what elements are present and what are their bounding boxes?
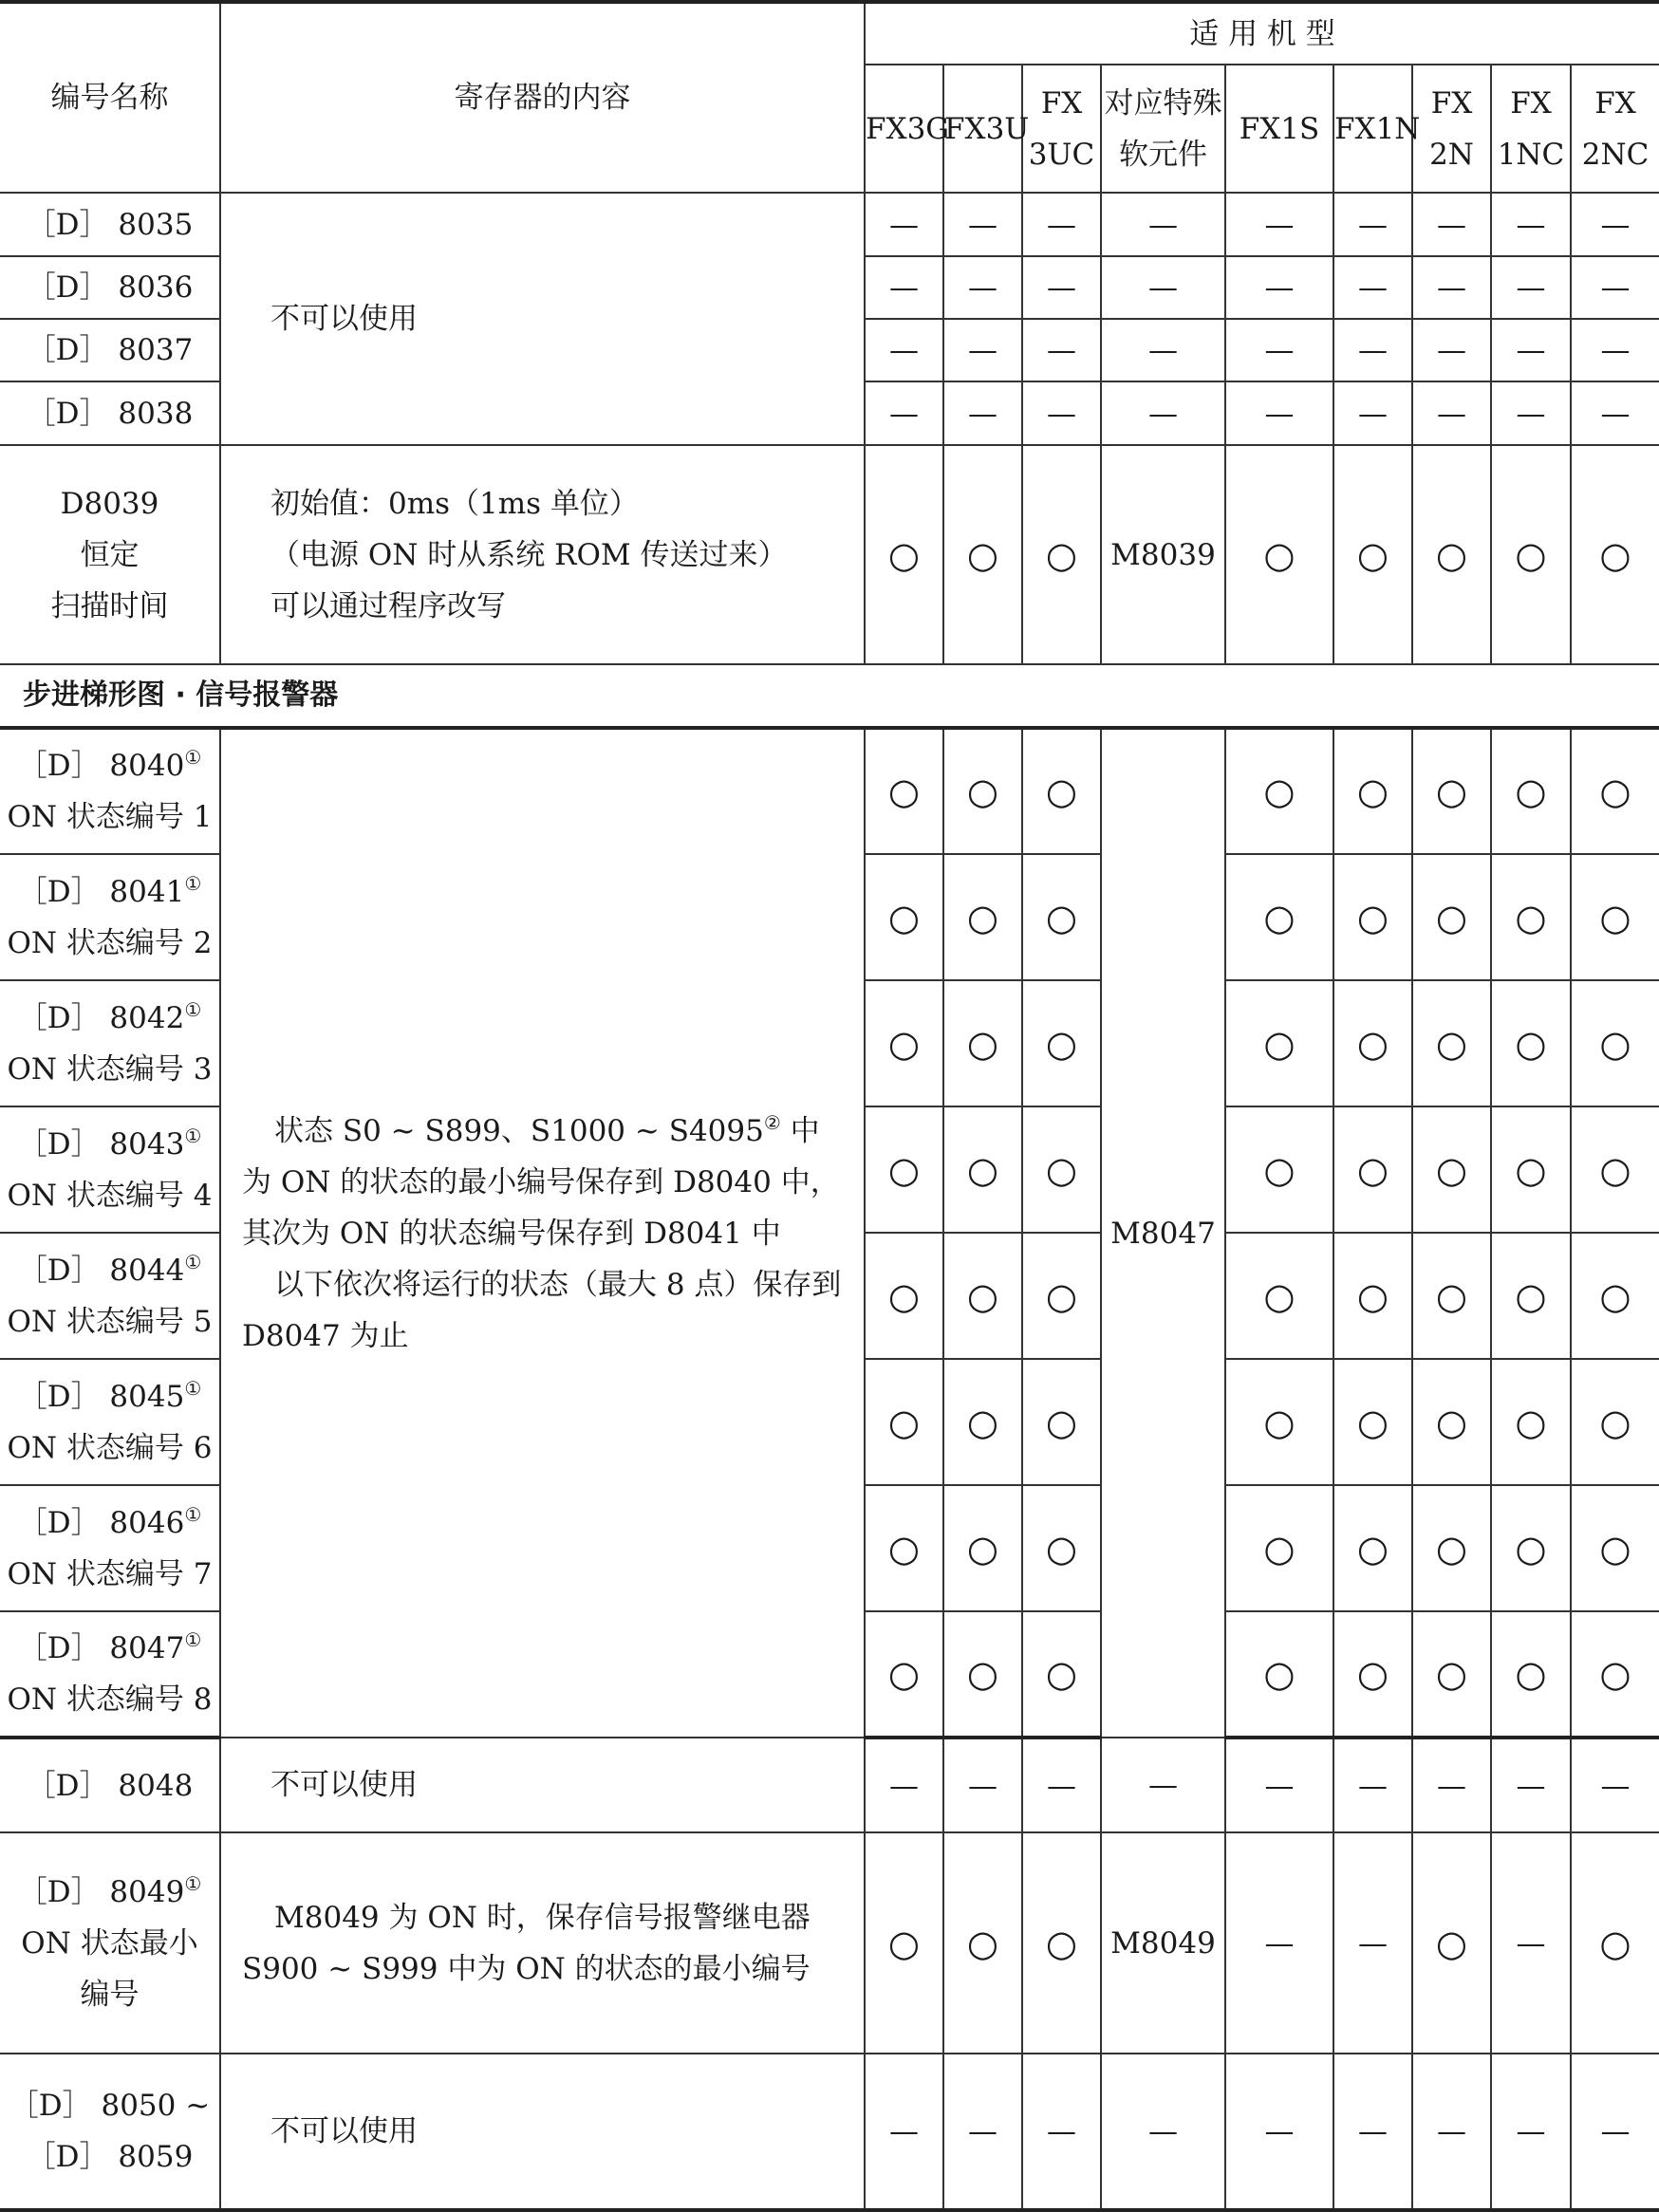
mark-cell: ○ bbox=[943, 1611, 1022, 1738]
not-applicable-cell: — bbox=[865, 2054, 943, 2210]
header-model-line1: FX1S bbox=[1239, 111, 1320, 146]
mark-cell: ○ bbox=[1491, 854, 1571, 980]
header-model-line1: FX3G bbox=[866, 111, 950, 146]
name-line: 编号 bbox=[80, 1977, 140, 2012]
mark-cell: ○ bbox=[1412, 980, 1491, 1106]
not-applicable-cell: — bbox=[1412, 256, 1491, 319]
mark-cell: ○ bbox=[1333, 854, 1412, 980]
name-line: ［D］ 8049 bbox=[17, 1874, 185, 1909]
content-text: 状态 S0 ~ S899、S1000 ~ S4095 bbox=[274, 1113, 764, 1148]
mark-cell: ○ bbox=[865, 1359, 943, 1485]
name-line: ［D］ 8044 bbox=[17, 1253, 185, 1288]
mark-cell: ○ bbox=[1491, 445, 1571, 664]
name-line: ON 状态编号 1 bbox=[7, 800, 213, 834]
name-line: ON 状态编号 7 bbox=[7, 1556, 213, 1591]
name-line: ON 状态编号 2 bbox=[7, 925, 213, 960]
mark-cell: ○ bbox=[1412, 1359, 1491, 1485]
header-model-line1: FX bbox=[1430, 85, 1473, 121]
not-applicable-cell: — bbox=[1101, 319, 1225, 381]
row-name-step bbox=[0, 1611, 220, 1738]
mark-cell: ○ bbox=[1022, 1611, 1101, 1738]
not-applicable-cell: — bbox=[1333, 193, 1412, 256]
footnote-mark: ① bbox=[184, 1124, 202, 1147]
not-applicable-cell: — bbox=[1571, 193, 1659, 256]
mark-cell: ○ bbox=[1333, 1233, 1412, 1359]
not-applicable-cell: — bbox=[1225, 193, 1333, 256]
name-line: ［D］ 8059 bbox=[26, 2140, 194, 2174]
row-name-8048: ［D］ 8048 bbox=[0, 1738, 220, 1832]
name-line: ［D］ 8042 bbox=[17, 1000, 185, 1035]
footnote-mark: ① bbox=[184, 1250, 202, 1273]
not-applicable-cell: — bbox=[1412, 2054, 1491, 2210]
name-line: ON 状态编号 8 bbox=[7, 1682, 213, 1717]
mark-cell: ○ bbox=[1333, 1359, 1412, 1485]
mark-cell: — bbox=[1333, 1832, 1412, 2054]
mark-cell: ○ bbox=[1571, 1485, 1659, 1611]
mark-cell: ○ bbox=[1412, 1611, 1491, 1738]
not-applicable-cell: — bbox=[1022, 1738, 1101, 1832]
row-name-step bbox=[0, 1359, 220, 1485]
footnote-mark: ① bbox=[184, 1376, 202, 1400]
mark-cell: ○ bbox=[1571, 1359, 1659, 1485]
mark-cell: ○ bbox=[1333, 728, 1412, 854]
content-paragraph: 以下依次将运行的状态（最大 8 点）保存到 D8047 为止 bbox=[242, 1267, 842, 1353]
mark-cell: ○ bbox=[865, 445, 943, 664]
mark-cell: ○ bbox=[1022, 1106, 1101, 1233]
footnote-mark: ① bbox=[184, 746, 202, 769]
header-model bbox=[1571, 65, 1659, 193]
not-applicable-cell: — bbox=[943, 319, 1022, 381]
mark-cell: ○ bbox=[943, 1233, 1022, 1359]
not-applicable-cell: — bbox=[1491, 2054, 1571, 2210]
mark-cell: ○ bbox=[943, 445, 1022, 664]
mark-cell: ○ bbox=[1225, 728, 1333, 854]
row-name-8036: ［D］ 8036 bbox=[0, 256, 220, 319]
not-applicable-cell: — bbox=[1022, 2054, 1101, 2210]
not-applicable-cell: — bbox=[1491, 256, 1571, 319]
content-line: 可以通过程序改写 bbox=[270, 588, 506, 623]
not-applicable-cell: — bbox=[865, 381, 943, 445]
mark-cell: ○ bbox=[1225, 980, 1333, 1106]
not-applicable-cell: — bbox=[865, 256, 943, 319]
mark-cell: ○ bbox=[1412, 1233, 1491, 1359]
mark-cell: ○ bbox=[943, 854, 1022, 980]
row-name-8038: ［D］ 8038 bbox=[0, 381, 220, 445]
mark-cell: ○ bbox=[1225, 1359, 1333, 1485]
mark-cell: ○ bbox=[1491, 1106, 1571, 1233]
header-models-group: 适 用 机 型 bbox=[865, 2, 1659, 65]
mark-cell: ○ bbox=[1491, 1359, 1571, 1485]
special-device-cell: M8049 bbox=[1101, 1832, 1225, 2054]
header-model bbox=[943, 65, 1030, 193]
mark-cell: ○ bbox=[943, 1485, 1022, 1611]
header-model bbox=[1225, 65, 1333, 193]
not-applicable-cell: — bbox=[865, 193, 943, 256]
not-applicable-cell: — bbox=[1333, 381, 1412, 445]
mark-cell: ○ bbox=[1491, 1611, 1571, 1738]
not-applicable-cell: — bbox=[1333, 1738, 1412, 1832]
not-applicable-cell: — bbox=[1491, 1738, 1571, 1832]
name-line: ［D］ 8040 bbox=[17, 749, 185, 783]
not-applicable-cell: — bbox=[1333, 256, 1412, 319]
mark-cell: ○ bbox=[943, 980, 1022, 1106]
mark-cell: ○ bbox=[1225, 854, 1333, 980]
mark-cell: ○ bbox=[1491, 728, 1571, 854]
header-model-line2: 3UC bbox=[1028, 137, 1095, 172]
mark-cell: ○ bbox=[1333, 1485, 1412, 1611]
header-model bbox=[1412, 65, 1491, 193]
header-model-line1: FX bbox=[1594, 85, 1636, 121]
mark-cell: ○ bbox=[1225, 1106, 1333, 1233]
mark-cell: ○ bbox=[865, 1832, 943, 2054]
mark-cell: ○ bbox=[1022, 854, 1101, 980]
name-line: ON 状态编号 4 bbox=[7, 1178, 213, 1213]
not-applicable-cell: — bbox=[1022, 319, 1101, 381]
mark-cell: ○ bbox=[1412, 728, 1491, 854]
name-line: ［D］ 8043 bbox=[17, 1126, 185, 1162]
header-model-line1: FX3U bbox=[944, 111, 1030, 146]
mark-cell: ○ bbox=[1022, 1485, 1101, 1611]
header-model-line2: 2N bbox=[1429, 137, 1474, 172]
row-content-8048: 不可以使用 bbox=[220, 1738, 865, 1832]
name-line: ON 状态最小 bbox=[21, 1925, 198, 1961]
mark-cell: ○ bbox=[865, 1611, 943, 1738]
row-name-step bbox=[0, 854, 220, 980]
mark-cell: ○ bbox=[1571, 445, 1659, 664]
mark-cell: ○ bbox=[865, 980, 943, 1106]
header-model-line1: FX1N bbox=[1334, 111, 1421, 146]
header-model-line2: 1NC bbox=[1497, 137, 1565, 172]
not-applicable-cell: — bbox=[865, 1738, 943, 1832]
mark-cell: ○ bbox=[865, 854, 943, 980]
mark-cell: ○ bbox=[943, 1106, 1022, 1233]
mark-cell: ○ bbox=[1571, 980, 1659, 1106]
mark-cell: ○ bbox=[1333, 1106, 1412, 1233]
not-applicable-cell: — bbox=[1225, 256, 1333, 319]
footnote-mark: ① bbox=[184, 1628, 202, 1651]
mark-cell: ○ bbox=[1333, 445, 1412, 664]
mark-cell: ○ bbox=[1022, 1359, 1101, 1485]
mark-cell: ○ bbox=[1571, 1832, 1659, 2054]
header-name: 编号名称 bbox=[0, 2, 220, 193]
header-model bbox=[865, 65, 950, 193]
name-line: ［D］ 8041 bbox=[17, 874, 185, 909]
not-applicable-cell: — bbox=[1101, 1738, 1225, 1832]
row-name-step bbox=[0, 1485, 220, 1611]
mark-cell: ○ bbox=[1491, 1485, 1571, 1611]
footnote-mark: ① bbox=[184, 1502, 202, 1526]
name-line: ［D］ 8046 bbox=[17, 1505, 185, 1540]
name-line: ON 状态编号 3 bbox=[7, 1051, 213, 1087]
not-applicable-cell: — bbox=[1225, 381, 1333, 445]
not-applicable-cell: — bbox=[1333, 319, 1412, 381]
footnote-mark: ① bbox=[184, 997, 202, 1021]
mark-cell: ○ bbox=[943, 1832, 1022, 2054]
section-title: 步进梯形图 · 信号报警器 bbox=[0, 664, 1659, 728]
not-applicable-cell: — bbox=[1412, 381, 1491, 445]
header-model-line2: 软元件 bbox=[1119, 137, 1207, 172]
not-applicable-cell: — bbox=[1022, 381, 1101, 445]
row-name-8050-8059 bbox=[0, 2054, 220, 2210]
not-applicable-cell: — bbox=[1491, 319, 1571, 381]
not-applicable-cell: — bbox=[1491, 193, 1571, 256]
special-device-cell: M8047 bbox=[1101, 728, 1225, 1738]
content-paragraph bbox=[242, 1106, 845, 1259]
mark-cell: ○ bbox=[1571, 728, 1659, 854]
mark-cell: ○ bbox=[1412, 854, 1491, 980]
mark-cell: ○ bbox=[1571, 1106, 1659, 1233]
name-line: D8039 bbox=[60, 486, 159, 521]
not-applicable-cell: — bbox=[943, 193, 1022, 256]
mark-cell: ○ bbox=[1022, 445, 1101, 664]
mark-cell: ○ bbox=[943, 1359, 1022, 1485]
footnote-mark: ① bbox=[184, 1871, 202, 1895]
content-line: 初始值：0ms（1ms 单位） bbox=[270, 486, 639, 521]
not-applicable-cell: — bbox=[1571, 256, 1659, 319]
row-name-step bbox=[0, 1233, 220, 1359]
name-line: 扫描时间 bbox=[50, 588, 169, 623]
content-paragraph: M8049 为 ON 时，保存信号报警继电器 S900 ~ S999 中为 ON 的状态的最小编号 bbox=[242, 1900, 811, 1986]
mark-cell: ○ bbox=[1491, 1233, 1571, 1359]
mark-cell: ○ bbox=[865, 1233, 943, 1359]
not-applicable-cell: — bbox=[1101, 256, 1225, 319]
not-applicable-cell: — bbox=[943, 2054, 1022, 2210]
mark-cell: ○ bbox=[1225, 1233, 1333, 1359]
mark-cell: ○ bbox=[943, 728, 1022, 854]
mark-cell: ○ bbox=[1571, 1233, 1659, 1359]
row-content-8050: 不可以使用 bbox=[220, 2054, 865, 2210]
not-applicable-cell: — bbox=[1491, 381, 1571, 445]
header-model-line1: FX bbox=[1510, 85, 1552, 121]
not-applicable-cell: — bbox=[1101, 381, 1225, 445]
row-name-8049 bbox=[0, 1832, 220, 2054]
row-content-step bbox=[220, 728, 865, 1738]
mark-cell: ○ bbox=[1333, 980, 1412, 1106]
row-name-step bbox=[0, 728, 220, 854]
footnote-mark: ② bbox=[763, 1110, 781, 1134]
row-content-8049 bbox=[220, 1832, 865, 2054]
not-applicable-cell: — bbox=[1412, 1738, 1491, 1832]
special-device-cell: M8039 bbox=[1101, 445, 1225, 664]
mark-cell: — bbox=[1225, 1832, 1333, 2054]
name-line: ［D］ 8047 bbox=[17, 1631, 185, 1665]
mark-cell: — bbox=[1491, 1832, 1571, 2054]
mark-cell: ○ bbox=[1022, 1233, 1101, 1359]
mark-cell: ○ bbox=[865, 728, 943, 854]
not-applicable-cell: — bbox=[943, 256, 1022, 319]
not-applicable-cell: — bbox=[943, 1738, 1022, 1832]
header-model-line2: 2NC bbox=[1581, 137, 1650, 172]
mark-cell: ○ bbox=[865, 1106, 943, 1233]
header-model bbox=[1333, 65, 1421, 193]
header-model bbox=[1491, 65, 1571, 193]
row-name-8035: ［D］ 8035 bbox=[0, 193, 220, 256]
mark-cell: ○ bbox=[1571, 1611, 1659, 1738]
header-model bbox=[1101, 65, 1225, 193]
mark-cell: ○ bbox=[1022, 1832, 1101, 2054]
name-line: 恒定 bbox=[80, 537, 140, 572]
row-content-unusable: 不可以使用 bbox=[220, 193, 865, 445]
mark-cell: ○ bbox=[1571, 854, 1659, 980]
mark-cell: ○ bbox=[1225, 445, 1333, 664]
not-applicable-cell: — bbox=[1101, 193, 1225, 256]
not-applicable-cell: — bbox=[1101, 2054, 1225, 2210]
mark-cell: ○ bbox=[1412, 1832, 1491, 2054]
footnote-mark: ① bbox=[184, 871, 202, 895]
not-applicable-cell: — bbox=[1571, 1738, 1659, 1832]
content-text: 中为 ON 的状态的最小编号保存到 D8040 中，其次为 ON 的状态编号保存到 D8041 中 bbox=[242, 1113, 840, 1251]
not-applicable-cell: — bbox=[1571, 2054, 1659, 2210]
header-model bbox=[1022, 65, 1101, 193]
row-name-step bbox=[0, 1106, 220, 1233]
mark-cell: ○ bbox=[1491, 980, 1571, 1106]
mark-cell: ○ bbox=[1412, 1485, 1491, 1611]
row-name-step bbox=[0, 980, 220, 1106]
header-model-line1: 对应特殊 bbox=[1104, 85, 1222, 121]
not-applicable-cell: — bbox=[1022, 256, 1101, 319]
not-applicable-cell: — bbox=[1022, 193, 1101, 256]
not-applicable-cell: — bbox=[1225, 1738, 1333, 1832]
not-applicable-cell: — bbox=[1412, 319, 1491, 381]
mark-cell: ○ bbox=[1225, 1611, 1333, 1738]
not-applicable-cell: — bbox=[1333, 2054, 1412, 2210]
mark-cell: ○ bbox=[1022, 980, 1101, 1106]
name-line: ［D］ 8050 ~ bbox=[9, 2089, 211, 2123]
row-name-8037: ［D］ 8037 bbox=[0, 319, 220, 381]
header-model-line1: FX bbox=[1040, 85, 1083, 121]
not-applicable-cell: — bbox=[1225, 319, 1333, 381]
header-content: 寄存器的内容 bbox=[220, 2, 865, 193]
mark-cell: ○ bbox=[1412, 445, 1491, 664]
step-group bbox=[0, 728, 1659, 1738]
mark-cell: ○ bbox=[1412, 1106, 1491, 1233]
row-name-8039 bbox=[0, 445, 220, 664]
mark-cell: ○ bbox=[1022, 728, 1101, 854]
row-content-8039 bbox=[220, 445, 865, 664]
content-line: （电源 ON 时从系统 ROM 传送过来） bbox=[270, 537, 788, 572]
mark-cell: ○ bbox=[1225, 1485, 1333, 1611]
name-line: ON 状态编号 5 bbox=[7, 1304, 213, 1339]
name-line: ON 状态编号 6 bbox=[7, 1430, 213, 1465]
not-applicable-cell: — bbox=[1571, 381, 1659, 445]
not-applicable-cell: — bbox=[943, 381, 1022, 445]
mark-cell: ○ bbox=[865, 1485, 943, 1611]
not-applicable-cell: — bbox=[1225, 2054, 1333, 2210]
not-applicable-cell: — bbox=[1571, 319, 1659, 381]
not-applicable-cell: — bbox=[865, 319, 943, 381]
name-line: ［D］ 8045 bbox=[17, 1379, 185, 1414]
not-applicable-cell: — bbox=[1412, 193, 1491, 256]
mark-cell: ○ bbox=[1333, 1611, 1412, 1738]
